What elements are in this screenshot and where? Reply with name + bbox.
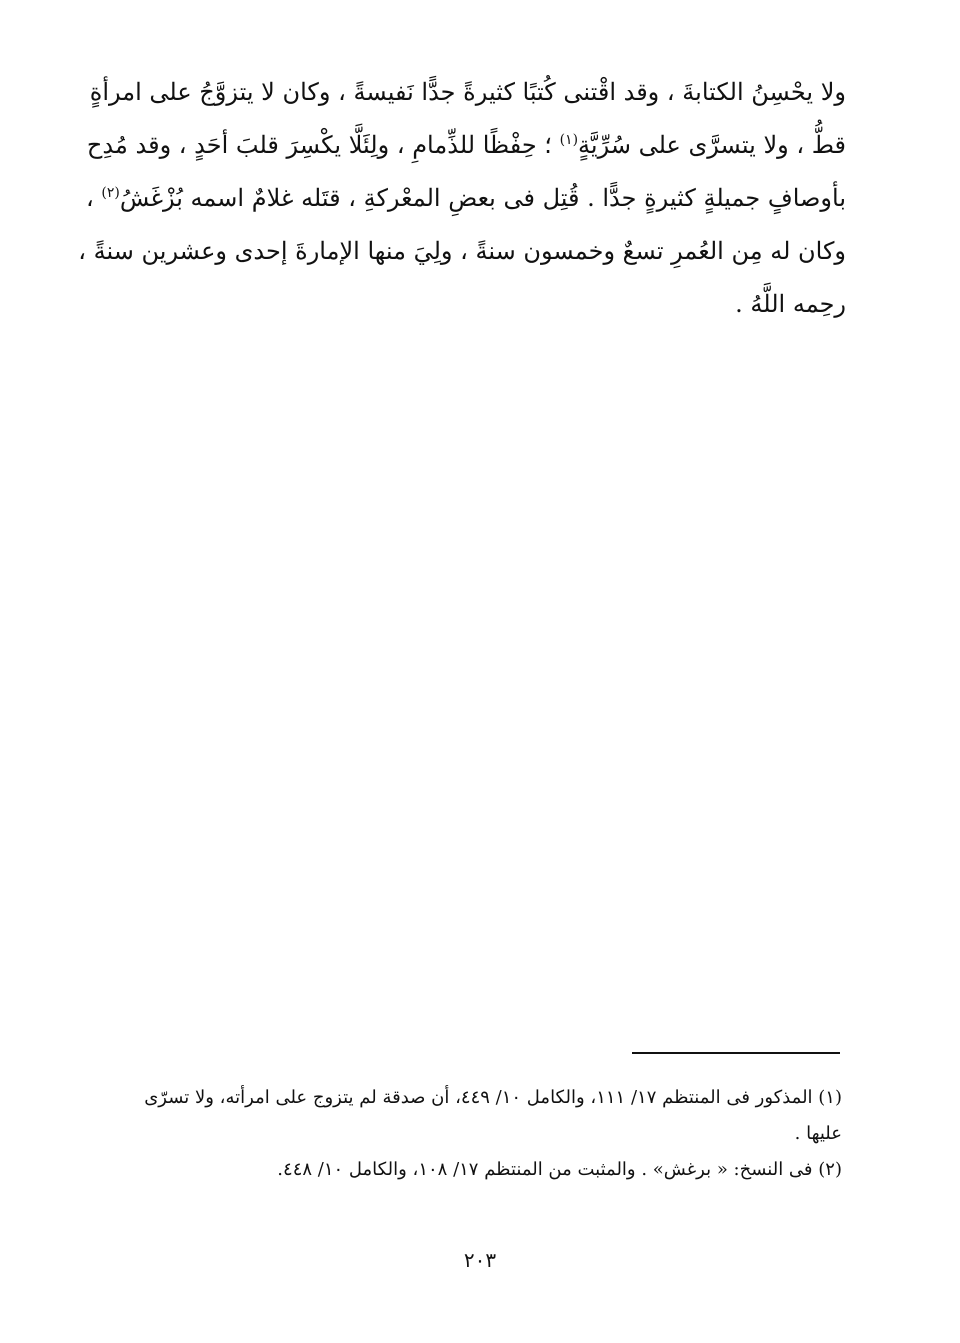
footnote-2-line-1: (٢) فى النسخ: « برغش» . والمثبت من المنتظم ١٧/ ١٠٨، والكامل ١٠/ ٤٤٨. <box>277 1159 842 1180</box>
text-line-2 <box>86 119 846 172</box>
page-number: ٢٠٣ <box>463 1248 497 1272</box>
text-line-4: وكان له مِن العُمرِ تسعٌ وخمسون سنةً ، ولِيَ منها الإمارةَ إحدى وعشرين سنةً ، <box>78 237 846 265</box>
text-line-3-head: بأوصافٍ جميلةٍ كثيرةٍ جدًّا . قُتِل فى بعضِ المعْركةِ ، قتَله غلامٌ اسمه بُزْغَشُ <box>119 184 846 212</box>
text-line-2-tail: ؛ حِفْظًا للذِّمامِ ، ولِئَلَّا يكْسِرَ قلبَ أحَدٍ ، وقد مُدِح <box>86 131 552 159</box>
footnote-1-line-2: عليها . <box>794 1123 842 1144</box>
footnote-1-line-1: (١) المذكور فى المنتظم ١٧/ ١١١، والكامل ١٠/ ٤٤٩، أن صدقة لم يتزوج على امرأته، ولا تسرّى <box>144 1087 842 1108</box>
footnote-marker-1: (١) <box>559 132 579 148</box>
footnotes <box>120 1080 842 1188</box>
footnote-1 <box>120 1080 842 1152</box>
text-line-2-head: قطُّ ، ولا يتسرَّى على سُرِّيَّةٍ <box>578 131 846 159</box>
text-line-3 <box>86 172 846 225</box>
text-line-5: رحِمه اللَّهُ . <box>735 290 846 318</box>
footnote-separator <box>632 1052 840 1054</box>
text-line-3-tail: ، <box>86 184 94 212</box>
text-line-1: ولا يحْسِنُ الكتابةَ ، وقد اقْتنى كُتبًا كثيرةً جدًّا نَفيسةً ، وكان لا يتزوَّجُ على امرأةٍ <box>89 78 846 106</box>
footnote-marker-2: (٢) <box>101 185 120 201</box>
main-text <box>78 66 846 331</box>
footnote-2 <box>120 1152 842 1188</box>
